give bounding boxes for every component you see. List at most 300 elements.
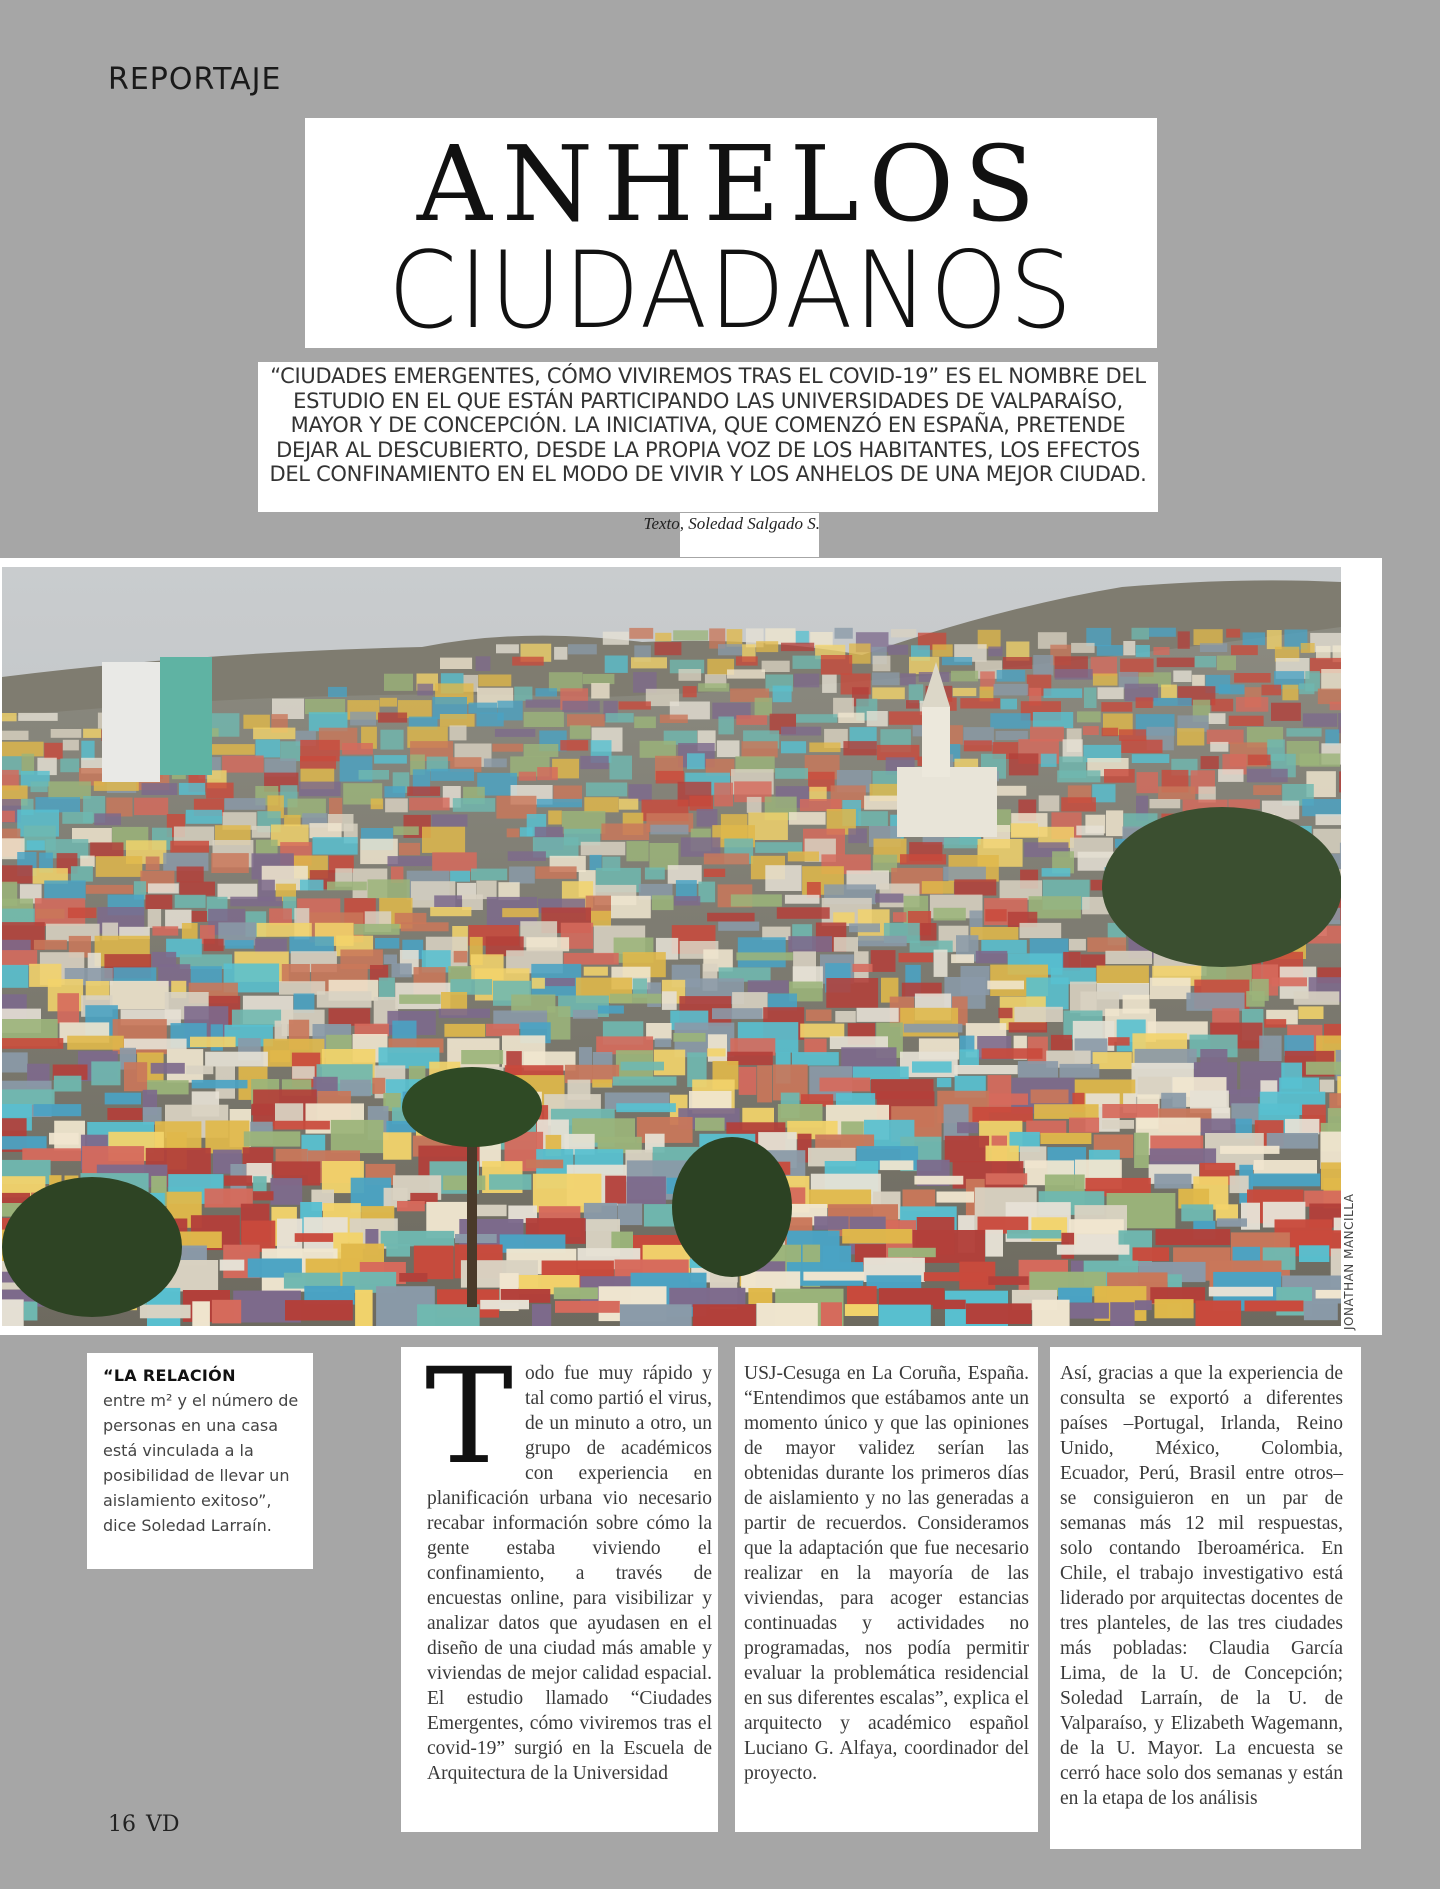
house-block xyxy=(620,1304,692,1326)
house-block xyxy=(942,657,972,665)
house-block xyxy=(450,725,467,740)
house-block xyxy=(548,811,562,825)
house-block xyxy=(966,1303,1032,1324)
house-block xyxy=(1286,728,1321,736)
house-block xyxy=(611,896,651,919)
house-block xyxy=(695,1118,725,1131)
house-block xyxy=(842,1229,912,1244)
house-block xyxy=(584,797,618,812)
house-block xyxy=(282,964,310,983)
house-block xyxy=(1339,771,1341,792)
house-block xyxy=(1091,657,1117,676)
house-block xyxy=(1158,786,1195,799)
house-block xyxy=(186,810,222,824)
house-block xyxy=(359,770,389,780)
house-block xyxy=(1098,687,1124,699)
house-block xyxy=(31,781,48,792)
house-block xyxy=(985,1230,1003,1257)
house-block xyxy=(280,741,300,761)
house-block xyxy=(785,895,820,904)
house-block xyxy=(1209,1287,1273,1297)
house-block xyxy=(748,1288,772,1304)
photo-frame xyxy=(0,558,1382,1335)
house-block xyxy=(1108,1037,1130,1045)
house-block xyxy=(957,1122,978,1133)
house-block xyxy=(1150,799,1181,808)
house-block xyxy=(519,772,537,781)
house-block xyxy=(803,1272,864,1281)
house-block xyxy=(1254,1160,1317,1175)
house-block xyxy=(328,687,347,697)
house-block xyxy=(256,739,281,757)
house-block xyxy=(374,755,407,764)
house-block xyxy=(244,1131,300,1146)
house-block xyxy=(212,744,255,755)
house-block xyxy=(300,756,336,769)
house-block xyxy=(34,940,67,950)
house-block xyxy=(514,687,532,701)
house-block xyxy=(273,1121,330,1130)
house-block xyxy=(440,714,475,727)
house-block xyxy=(96,856,143,877)
house-block xyxy=(1154,698,1192,706)
house-block xyxy=(148,909,161,928)
house-block xyxy=(2,1136,47,1149)
house-block xyxy=(1272,977,1307,986)
house-block xyxy=(211,853,249,873)
house-block xyxy=(1229,716,1264,726)
house-block xyxy=(142,783,178,795)
article-column-3 xyxy=(1050,1347,1361,1849)
house-block xyxy=(94,813,121,825)
house-block xyxy=(480,1300,529,1309)
house-block xyxy=(275,1021,288,1041)
house-block xyxy=(717,740,740,757)
house-block xyxy=(409,798,450,811)
house-block xyxy=(1104,769,1135,783)
house-block xyxy=(1101,702,1132,712)
house-block xyxy=(775,768,808,779)
house-block xyxy=(707,1048,725,1056)
house-block xyxy=(1246,991,1265,1007)
house-block xyxy=(2,940,31,951)
house-block xyxy=(757,1065,772,1102)
house-block xyxy=(573,1010,598,1019)
house-block xyxy=(1077,711,1101,722)
house-block xyxy=(461,1050,503,1064)
house-block xyxy=(777,907,830,919)
house-block xyxy=(2,811,15,822)
house-block xyxy=(443,1176,485,1191)
house-block xyxy=(492,744,523,752)
house-block xyxy=(1267,630,1282,649)
house-block xyxy=(524,712,564,727)
drop-cap: T xyxy=(425,1340,514,1494)
house-block xyxy=(954,879,996,895)
house-block xyxy=(453,798,495,812)
house-block xyxy=(718,922,759,931)
house-block xyxy=(976,951,1008,963)
house-block xyxy=(476,656,491,671)
house-block xyxy=(564,953,619,965)
house-block xyxy=(34,1104,82,1116)
house-block xyxy=(1069,939,1086,951)
house-block xyxy=(1301,643,1315,653)
house-block xyxy=(342,743,373,755)
deck-text: “CIUDADES EMERGENTES, CÓMO VIVIREMOS TRAS EL COVID-19” ES EL NOMBRE DEL ESTUDIO EN EL QUE ESTÁN PARTICIPANDO LAS UNIVERSIDADES DE VALPARAÍSO, MAYOR Y DE CONCEPCIÓN. LA INICIATIVA, QUE COMENZÓ EN ESPAÑA, PRETENDE DEJAR AL DESCUBIERTO, DESDE LA PROPIA VOZ DE LOS HABITANTES, LOS EFECTOS DEL CONFINAMIENTO EN EL MODO DE VIVIR Y LOS ANHELOS DE UNA MEJOR CIUDAD. xyxy=(258,362,1158,512)
house-block xyxy=(63,740,79,751)
house-block xyxy=(1253,785,1281,795)
house-block xyxy=(354,924,400,935)
house-block xyxy=(591,683,609,698)
house-block xyxy=(586,783,627,797)
house-block xyxy=(444,1024,485,1037)
house-block xyxy=(1306,1062,1341,1075)
house-block xyxy=(755,698,772,716)
house-block xyxy=(912,1061,952,1072)
house-block xyxy=(205,1052,268,1067)
house-block xyxy=(1156,1229,1231,1245)
house-block xyxy=(2,965,28,988)
house-block xyxy=(24,1302,38,1321)
house-block xyxy=(674,896,700,905)
house-block xyxy=(1294,991,1340,1004)
house-block xyxy=(1055,669,1093,680)
house-block xyxy=(329,1008,371,1025)
house-block xyxy=(44,743,63,759)
house-block xyxy=(1321,669,1341,690)
house-block xyxy=(679,669,702,681)
house-block xyxy=(687,753,705,769)
house-block xyxy=(1136,645,1150,657)
house-block xyxy=(1226,629,1240,638)
house-block xyxy=(67,1036,124,1050)
house-block xyxy=(982,1048,1043,1059)
house-block xyxy=(1259,1036,1281,1061)
article-column-2 xyxy=(735,1347,1038,1832)
house-block xyxy=(673,630,708,640)
house-block xyxy=(1304,1301,1338,1320)
house-block xyxy=(736,715,767,725)
house-block xyxy=(388,856,432,866)
house-block xyxy=(830,1036,888,1049)
house-block xyxy=(1154,1174,1191,1189)
house-block xyxy=(269,908,292,925)
house-block xyxy=(858,936,907,947)
house-block xyxy=(727,629,743,647)
house-block xyxy=(987,981,1024,990)
photo-credit: JONATHAN MANCILLA xyxy=(1342,1193,1356,1330)
house-block xyxy=(655,633,671,642)
house-block xyxy=(57,993,79,1023)
house-block xyxy=(1134,1133,1149,1168)
house-block xyxy=(792,1052,839,1066)
house-block xyxy=(397,1201,425,1211)
house-block xyxy=(581,842,626,856)
house-block xyxy=(820,1078,871,1092)
house-block xyxy=(1220,1146,1279,1154)
house-block xyxy=(932,644,952,656)
house-block xyxy=(1264,1019,1286,1028)
house-block xyxy=(944,1104,969,1140)
house-block xyxy=(821,655,852,675)
house-block xyxy=(1018,1061,1058,1078)
house-block xyxy=(849,644,871,664)
house-block xyxy=(634,717,656,729)
house-block xyxy=(313,837,358,855)
house-block xyxy=(1186,993,1244,1011)
house-block xyxy=(399,843,420,855)
house-block xyxy=(177,867,204,883)
house-block xyxy=(1316,1290,1341,1299)
house-block xyxy=(1157,658,1195,668)
house-block xyxy=(704,853,749,864)
house-block xyxy=(1219,684,1245,694)
house-block xyxy=(476,713,503,727)
house-block xyxy=(781,643,814,651)
house-block xyxy=(998,1008,1012,1018)
house-block xyxy=(893,912,907,922)
house-block xyxy=(83,729,101,738)
house-block xyxy=(603,632,629,645)
house-block xyxy=(1194,629,1223,645)
house-block xyxy=(1230,1176,1249,1194)
house-block xyxy=(285,1300,353,1320)
house-block xyxy=(773,686,792,703)
house-block xyxy=(809,787,826,801)
house-block xyxy=(1102,1120,1134,1129)
house-block xyxy=(192,1301,210,1326)
house-block xyxy=(230,897,282,907)
house-block xyxy=(1330,702,1341,711)
house-block xyxy=(1271,703,1301,721)
house-block xyxy=(650,825,688,835)
house-block xyxy=(1087,937,1126,951)
house-block xyxy=(1097,645,1123,656)
house-block xyxy=(781,727,821,736)
house-block xyxy=(873,656,891,672)
house-block xyxy=(253,1176,267,1193)
house-block xyxy=(988,1276,1028,1285)
house-block xyxy=(94,781,139,791)
house-block xyxy=(407,787,440,796)
house-block xyxy=(693,1304,756,1326)
house-block xyxy=(375,938,399,949)
magazine-name: VD xyxy=(146,1812,180,1837)
house-block xyxy=(1119,729,1146,741)
house-block xyxy=(1061,797,1096,811)
house-block xyxy=(1209,713,1226,724)
house-block xyxy=(922,881,954,894)
house-block xyxy=(606,713,634,722)
house-block xyxy=(731,894,782,906)
house-block xyxy=(113,967,156,981)
house-block xyxy=(879,1305,931,1326)
house-block xyxy=(107,1108,142,1120)
house-block xyxy=(610,756,633,780)
house-block xyxy=(371,799,383,810)
house-block xyxy=(748,980,789,993)
house-block xyxy=(431,769,475,781)
house-block xyxy=(627,1176,666,1204)
house-block xyxy=(212,1300,241,1324)
house-block xyxy=(190,1037,236,1047)
house-block xyxy=(2,1089,55,1104)
house-block xyxy=(872,672,900,685)
house-block xyxy=(502,908,538,917)
house-block xyxy=(1243,632,1266,645)
house-block xyxy=(289,937,334,954)
house-block xyxy=(857,1008,899,1022)
house-block xyxy=(621,1062,664,1071)
house-block xyxy=(990,713,1030,729)
headline-line-2: CIUDADANOS xyxy=(388,229,1074,352)
house-block xyxy=(1217,656,1236,671)
house-block xyxy=(179,783,205,795)
house-block xyxy=(794,674,820,688)
house-block xyxy=(809,743,840,753)
house-block xyxy=(2,713,17,721)
house-block xyxy=(655,642,682,655)
house-block xyxy=(698,683,729,691)
house-block xyxy=(718,717,734,735)
house-block xyxy=(206,783,234,799)
house-block xyxy=(591,911,611,927)
house-block xyxy=(583,674,615,684)
house-block xyxy=(105,1093,141,1105)
house-block xyxy=(655,1038,672,1047)
house-block xyxy=(1041,754,1057,767)
house-block xyxy=(960,1036,975,1052)
house-block xyxy=(1070,1303,1109,1319)
house-block xyxy=(372,1078,385,1094)
house-block xyxy=(1299,683,1314,694)
house-block xyxy=(1211,699,1233,712)
house-block xyxy=(738,937,786,967)
house-block xyxy=(1133,1247,1170,1261)
house-block xyxy=(1216,1204,1238,1220)
house-block xyxy=(889,711,924,724)
house-block xyxy=(762,661,790,672)
house-block xyxy=(788,852,819,862)
article-text-2: USJ-Cesuga en La Coruña, España. “Entendimos que estábamos ante un momento único y que las opiniones de mayor validez serían las obtenidas durante los primeros días de aislamiento y no las generadas a partir de recuerdos. Consideramos que la adaptación que fue necesario realizar en la mayoría de las viviendas, para acoger estancias continuadas y actividades no programadas, nos podía permitir evaluar la problemática residencial en sus diferentes escalas”, explica el arquitecto y académico español Luciano G. Alfaya, coordinador del proyecto. xyxy=(744,1363,1029,1784)
house-block xyxy=(471,869,507,881)
house-block xyxy=(1177,728,1204,745)
house-block xyxy=(62,812,93,824)
house-block xyxy=(1192,675,1205,686)
house-block xyxy=(1007,1230,1061,1239)
pull-quote xyxy=(87,1353,313,1569)
house-block xyxy=(252,826,270,838)
house-block xyxy=(1316,646,1331,659)
house-block xyxy=(1279,1078,1319,1094)
house-block xyxy=(1154,1299,1193,1318)
house-block xyxy=(610,994,662,1004)
house-block xyxy=(512,657,544,666)
house-block xyxy=(629,628,653,639)
house-block xyxy=(1110,1302,1134,1326)
house-block xyxy=(401,922,449,931)
house-block xyxy=(182,923,198,940)
house-block xyxy=(1136,697,1153,708)
house-block xyxy=(148,883,179,893)
house-block xyxy=(560,740,588,751)
house-block xyxy=(1150,1148,1216,1164)
house-block xyxy=(652,895,674,910)
house-block xyxy=(134,798,168,815)
house-block xyxy=(796,714,837,723)
house-block xyxy=(380,698,397,707)
house-block xyxy=(756,1303,817,1326)
house-block xyxy=(439,1009,490,1018)
house-block xyxy=(945,1136,989,1162)
house-block xyxy=(1150,978,1191,999)
house-block xyxy=(225,798,266,810)
house-block xyxy=(1201,756,1219,769)
house-block xyxy=(1039,795,1060,811)
house-block xyxy=(386,1244,410,1257)
house-block xyxy=(697,809,718,827)
house-block xyxy=(645,868,665,880)
house-block xyxy=(933,908,965,921)
house-block xyxy=(924,1272,987,1281)
house-block xyxy=(1137,772,1159,793)
house-block xyxy=(755,842,802,853)
house-block xyxy=(1132,628,1150,640)
house-block xyxy=(997,670,1026,682)
section-label: REPORTAJE xyxy=(108,62,282,97)
house-block xyxy=(526,937,569,951)
house-block xyxy=(1173,671,1191,683)
house-block xyxy=(1034,1104,1099,1119)
house-block xyxy=(152,926,178,935)
house-block xyxy=(662,991,677,1010)
house-block xyxy=(601,824,649,841)
house-block xyxy=(204,939,224,951)
house-block xyxy=(1084,688,1097,709)
house-block xyxy=(1042,868,1071,877)
house-block xyxy=(800,1024,844,1038)
house-block xyxy=(380,730,403,750)
house-block xyxy=(708,1034,727,1061)
house-block xyxy=(524,744,559,757)
house-block xyxy=(384,955,397,965)
house-block xyxy=(835,1011,856,1022)
house-block xyxy=(1105,951,1152,964)
house-block xyxy=(986,1173,1027,1184)
house-block xyxy=(220,1260,245,1271)
house-block xyxy=(1093,674,1118,686)
house-block xyxy=(712,1008,763,1019)
house-block xyxy=(834,937,858,952)
house-block xyxy=(872,687,905,699)
house-block xyxy=(1302,799,1341,816)
house-block xyxy=(392,963,412,977)
house-block xyxy=(2,1052,28,1072)
house-block xyxy=(1001,699,1017,710)
house-block xyxy=(327,882,367,891)
house-block xyxy=(253,728,295,740)
house-block xyxy=(51,729,82,738)
house-block xyxy=(68,908,97,919)
house-block xyxy=(71,866,93,881)
house-block xyxy=(175,895,206,908)
house-block xyxy=(295,1233,334,1242)
house-block xyxy=(110,981,169,1009)
house-block xyxy=(537,799,582,807)
house-block xyxy=(379,978,395,1000)
house-block xyxy=(1210,742,1228,752)
